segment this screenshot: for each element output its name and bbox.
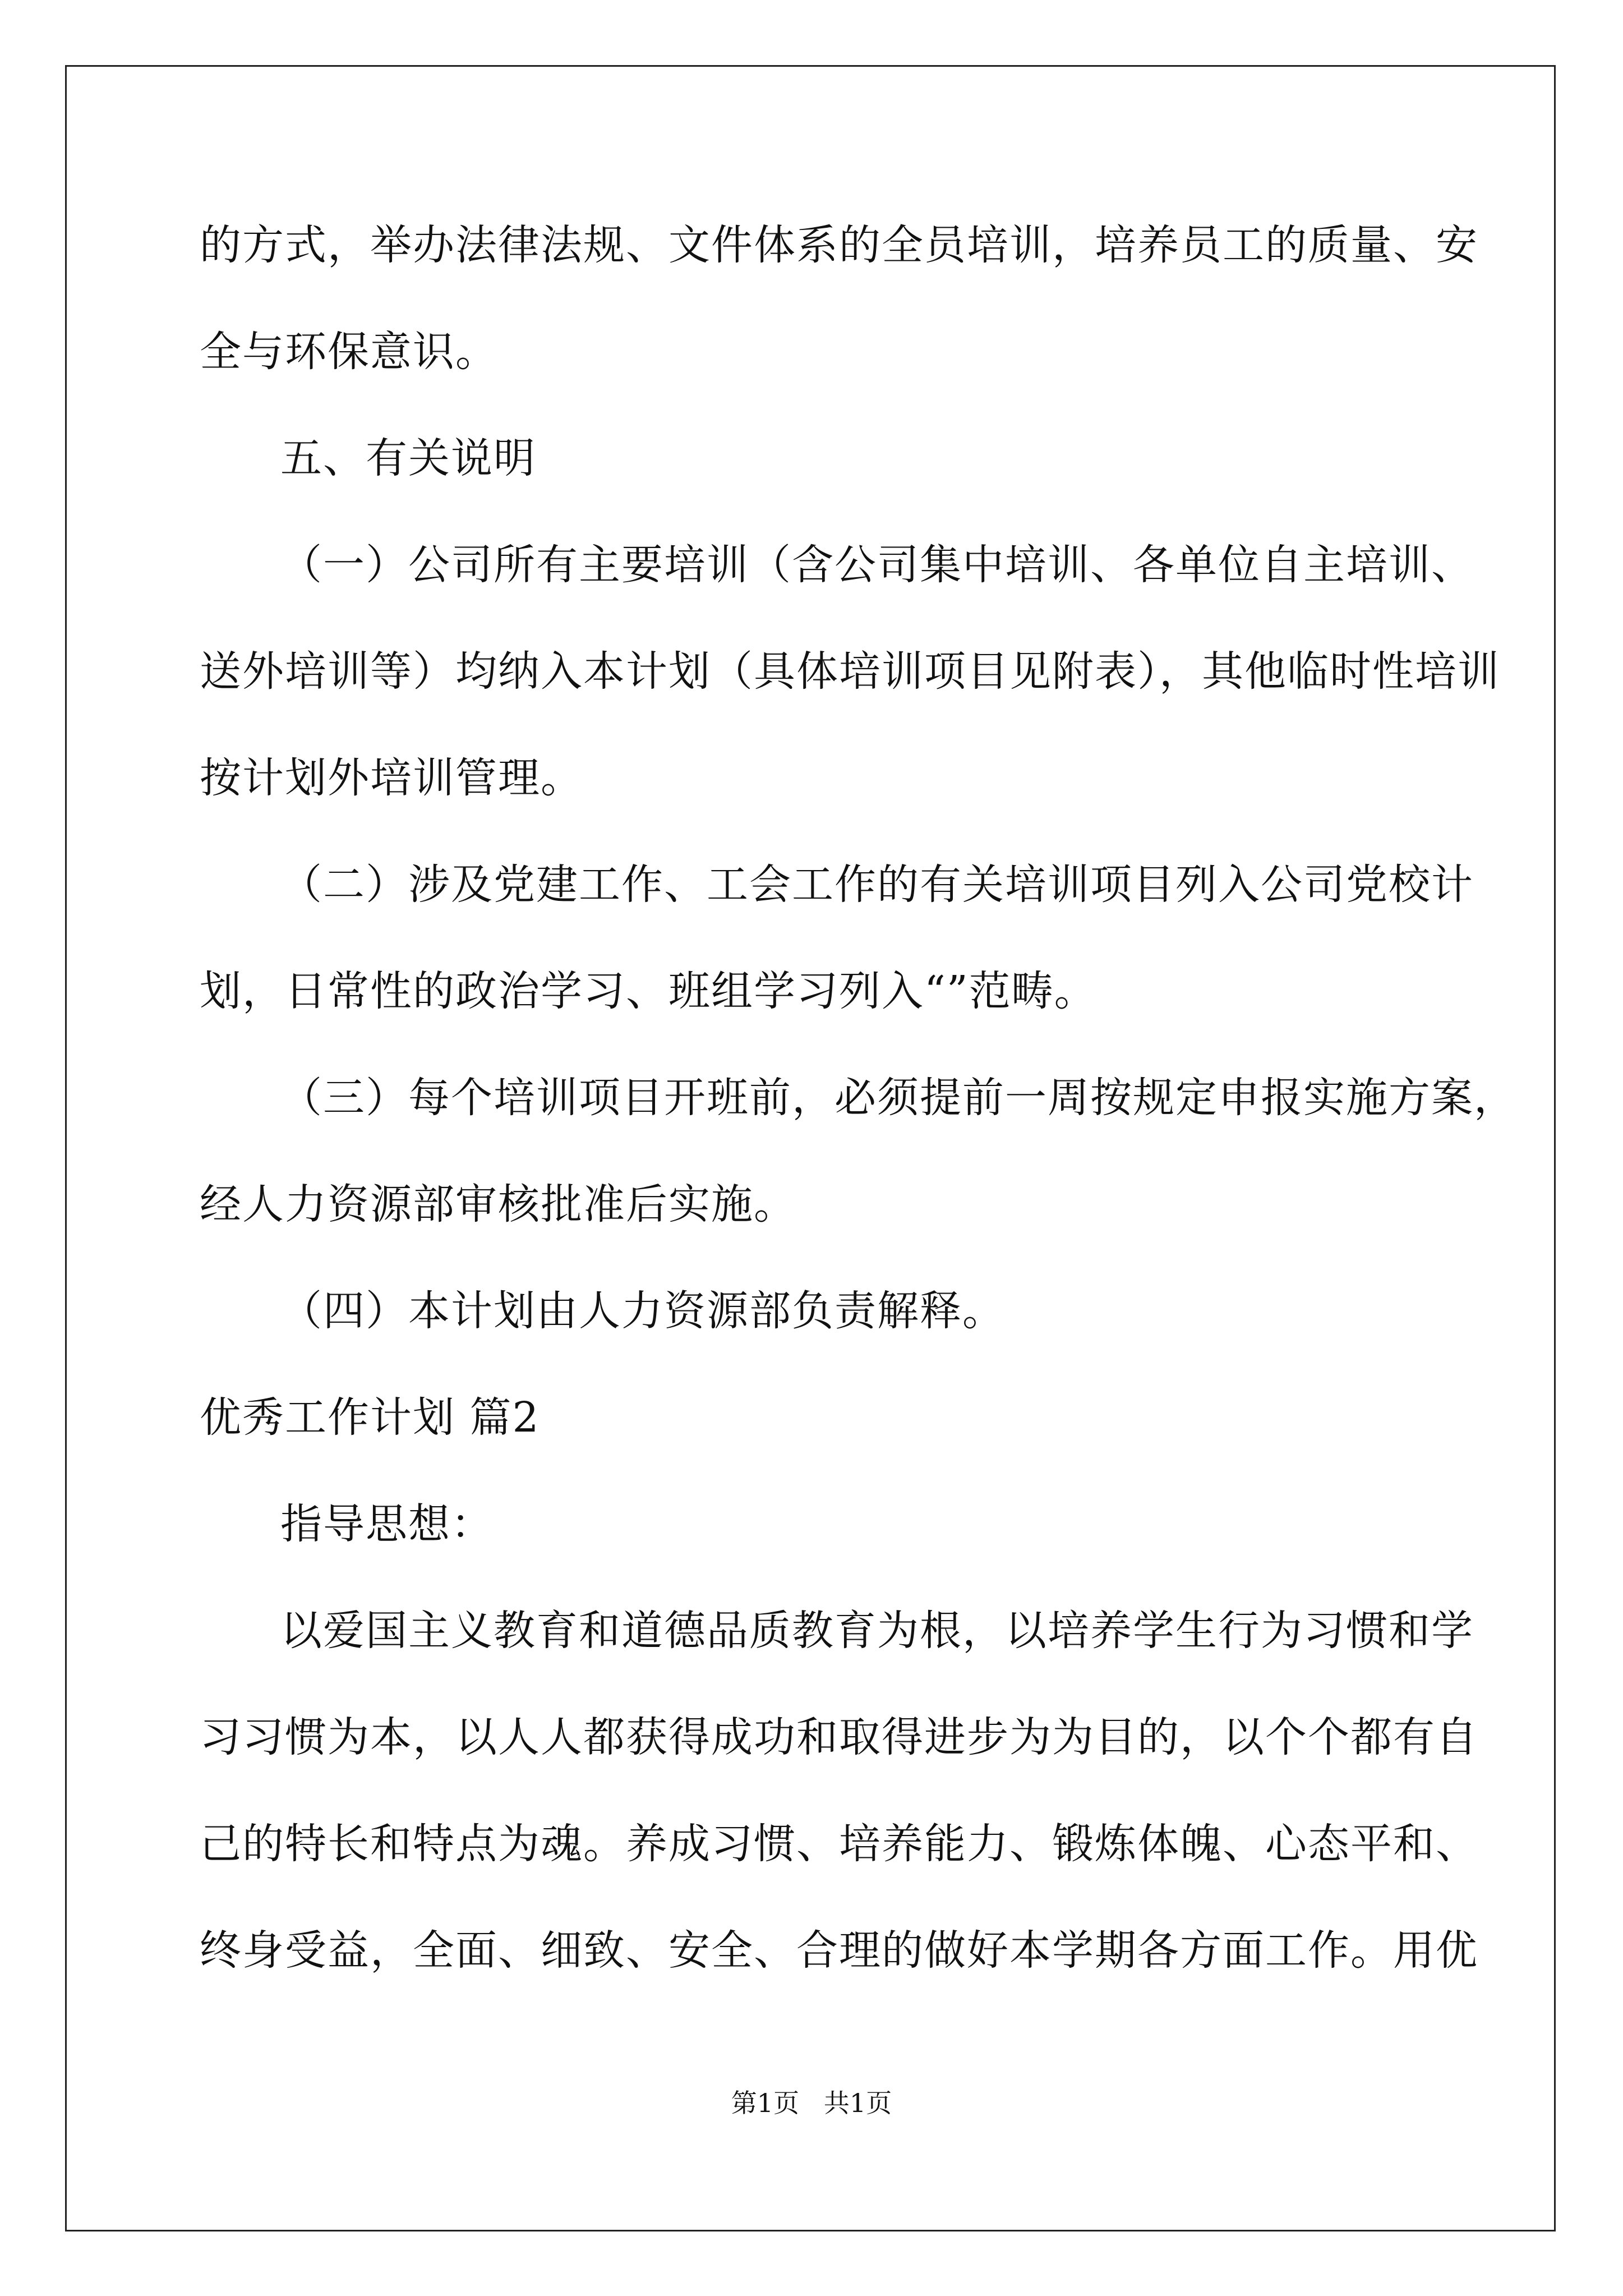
article-title: 优秀工作计划 篇2 <box>200 1393 540 1442</box>
body-line: 经人力资源部审核批准后实施。 <box>200 1180 796 1228</box>
body-line: （三）每个培训项目开班前，必须提前一周按规定申报实施方案， <box>280 1074 1516 1122</box>
body-line: 的方式，举办法律法规、文件体系的全员培训，培养员工的质量、安 <box>200 221 1478 269</box>
page-footer: 第1页 共1页 <box>731 2088 892 2118</box>
body-line: 全与环保意识。 <box>200 328 498 376</box>
body-line: 按计划外培训管理。 <box>200 754 583 802</box>
body-line: （四）本计划由人力资源部负责解释。 <box>280 1287 1005 1335</box>
body-line: 以爱国主义教育和道德品质教育为根，以培养学生行为习惯和学 <box>280 1607 1474 1655</box>
body-line: 习习惯为本，以人人都获得成功和取得进步为为目的，以个个都有自 <box>200 1713 1478 1761</box>
body-line: 送外培训等）均纳入本计划（具体培训项目见附表），其他临时性培训 <box>200 647 1500 696</box>
body-line: 终身受益，全面、细致、安全、合理的做好本学期各方面工作。用优 <box>200 1926 1478 1975</box>
body-line: 划，日常性的政治学习、班组学习列入“”范畴。 <box>200 967 1097 1015</box>
body-line: （一）公司所有主要培训（含公司集中培训、各单位自主培训、 <box>280 541 1474 589</box>
body-line: 己的特长和特点为魂。养成习惯、培养能力、锻炼体魄、心态平和、 <box>200 1820 1478 1868</box>
section-heading: 指导思想： <box>280 1500 494 1548</box>
section-heading: 五、有关说明 <box>280 434 536 482</box>
page-border <box>65 65 1556 2231</box>
body-line: （二）涉及党建工作、工会工作的有关培训项目列入公司党校计 <box>280 861 1474 909</box>
